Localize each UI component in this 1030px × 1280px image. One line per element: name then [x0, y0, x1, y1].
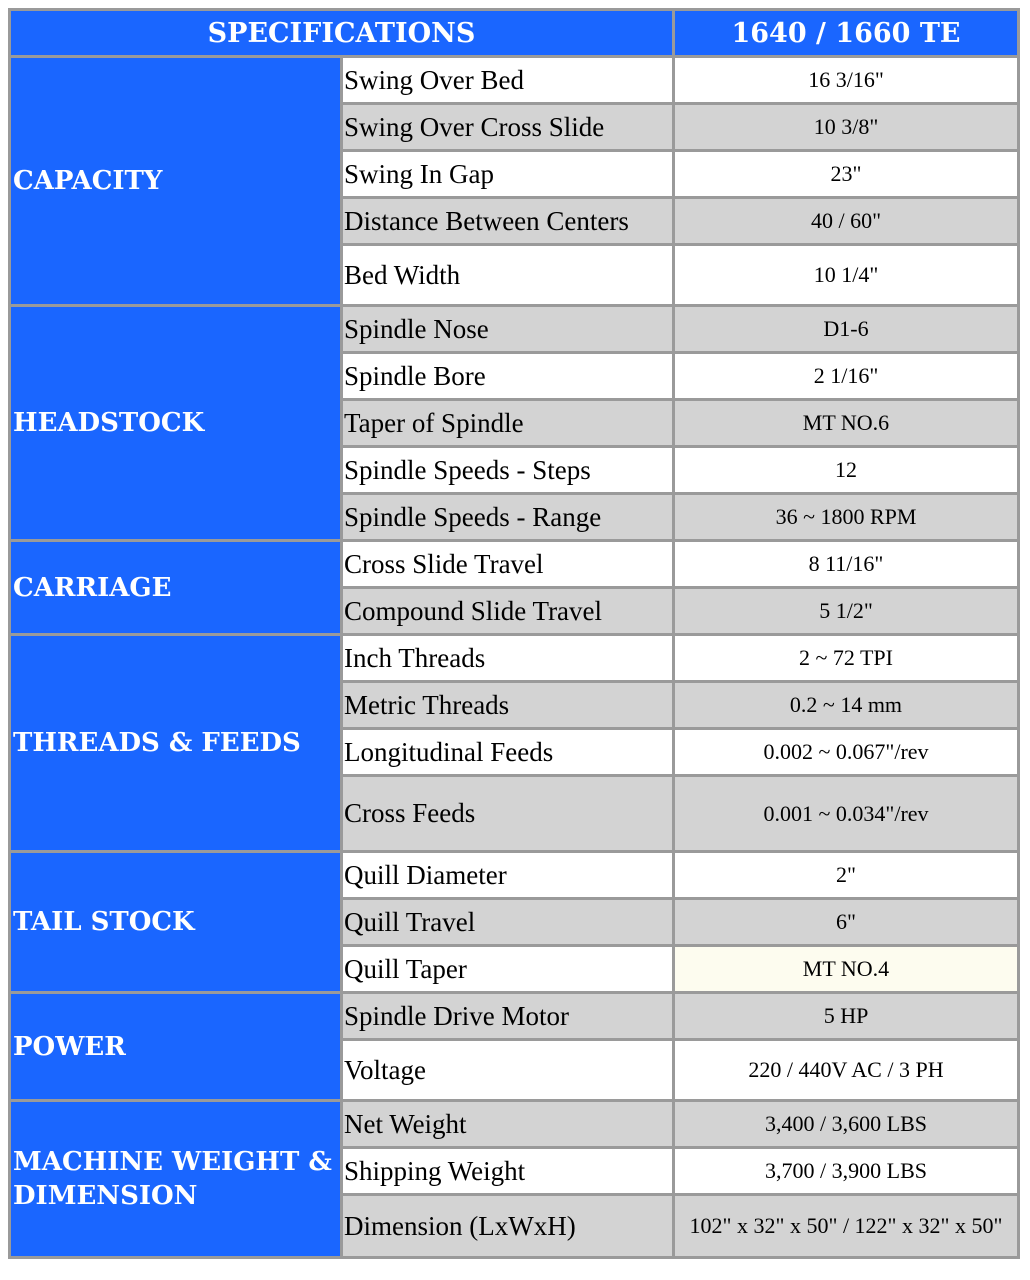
spec-value: 10 3/8": [675, 105, 1017, 149]
spec-label: Spindle Speeds - Steps: [343, 448, 672, 492]
model-heading: 1640 / 1660 TE: [675, 11, 1017, 55]
spec-value: 10 1/4": [675, 246, 1017, 304]
table-row: [11, 542, 1017, 586]
spec-value: 2 ~ 72 TPI: [675, 636, 1017, 680]
section-headstock: HEADSTOCK: [11, 307, 340, 539]
spec-value: 220 / 440V AC / 3 PH: [675, 1041, 1017, 1099]
spec-label: Spindle Speeds - Range: [343, 495, 672, 539]
spec-label: Taper of Spindle: [343, 401, 672, 445]
table-row: [11, 1102, 1017, 1146]
spec-label: Cross Slide Travel: [343, 542, 672, 586]
table-row: [11, 994, 1017, 1038]
spec-value: 3,700 / 3,900 LBS: [675, 1149, 1017, 1193]
spec-value: 6": [675, 900, 1017, 944]
spec-value: 3,400 / 3,600 LBS: [675, 1102, 1017, 1146]
spec-label: Net Weight: [343, 1102, 672, 1146]
specifications-table: [8, 8, 1020, 1259]
spec-value: 102" x 32" x 50" / 122" x 32" x 50": [675, 1196, 1017, 1256]
spec-label: Quill Travel: [343, 900, 672, 944]
spec-value: D1-6: [675, 307, 1017, 351]
section-power: POWER: [11, 994, 340, 1099]
spec-label: Bed Width: [343, 246, 672, 304]
table-row: [11, 853, 1017, 897]
spec-value: 0.002 ~ 0.067"/rev: [675, 730, 1017, 774]
spec-value: 36 ~ 1800 RPM: [675, 495, 1017, 539]
spec-label: Shipping Weight: [343, 1149, 672, 1193]
spec-value: MT NO.4: [675, 947, 1017, 991]
spec-label: Quill Taper: [343, 947, 672, 991]
spec-label: Dimension (LxWxH): [343, 1196, 672, 1256]
spec-value: MT NO.6: [675, 401, 1017, 445]
spec-label: Swing Over Cross Slide: [343, 105, 672, 149]
section-carriage: CARRIAGE: [11, 542, 340, 633]
spec-value: 40 / 60": [675, 199, 1017, 243]
spec-label: Swing Over Bed: [343, 58, 672, 102]
spec-label: Metric Threads: [343, 683, 672, 727]
table-row: [11, 636, 1017, 680]
spec-label: Quill Diameter: [343, 853, 672, 897]
spec-value: 0.2 ~ 14 mm: [675, 683, 1017, 727]
spec-label: Compound Slide Travel: [343, 589, 672, 633]
spec-label: Spindle Nose: [343, 307, 672, 351]
spec-label: Longitudinal Feeds: [343, 730, 672, 774]
spec-label: Spindle Drive Motor: [343, 994, 672, 1038]
spec-value: 8 11/16": [675, 542, 1017, 586]
specifications-heading: SPECIFICATIONS: [11, 11, 672, 55]
spec-label: Distance Between Centers: [343, 199, 672, 243]
spec-label: Voltage: [343, 1041, 672, 1099]
spec-table-container: [8, 8, 1020, 1259]
section-threads-feeds: THREADS & FEEDS: [11, 636, 340, 850]
spec-value: 2 1/16": [675, 354, 1017, 398]
spec-value: 2": [675, 853, 1017, 897]
section-capacity: CAPACITY: [11, 58, 340, 304]
spec-label: Cross Feeds: [343, 777, 672, 850]
spec-value: 0.001 ~ 0.034"/rev: [675, 777, 1017, 850]
spec-value: 16 3/16": [675, 58, 1017, 102]
table-row: [11, 307, 1017, 351]
table-row: [11, 58, 1017, 102]
spec-value: 5 1/2": [675, 589, 1017, 633]
spec-value: 5 HP: [675, 994, 1017, 1038]
header-row: [11, 11, 1017, 55]
spec-label: Spindle Bore: [343, 354, 672, 398]
spec-value: 12: [675, 448, 1017, 492]
section-tail-stock: TAIL STOCK: [11, 853, 340, 991]
spec-label: Swing In Gap: [343, 152, 672, 196]
spec-value: 23": [675, 152, 1017, 196]
section-machine-weight-dimension: MACHINE WEIGHT & DIMENSION: [11, 1102, 340, 1256]
spec-label: Inch Threads: [343, 636, 672, 680]
